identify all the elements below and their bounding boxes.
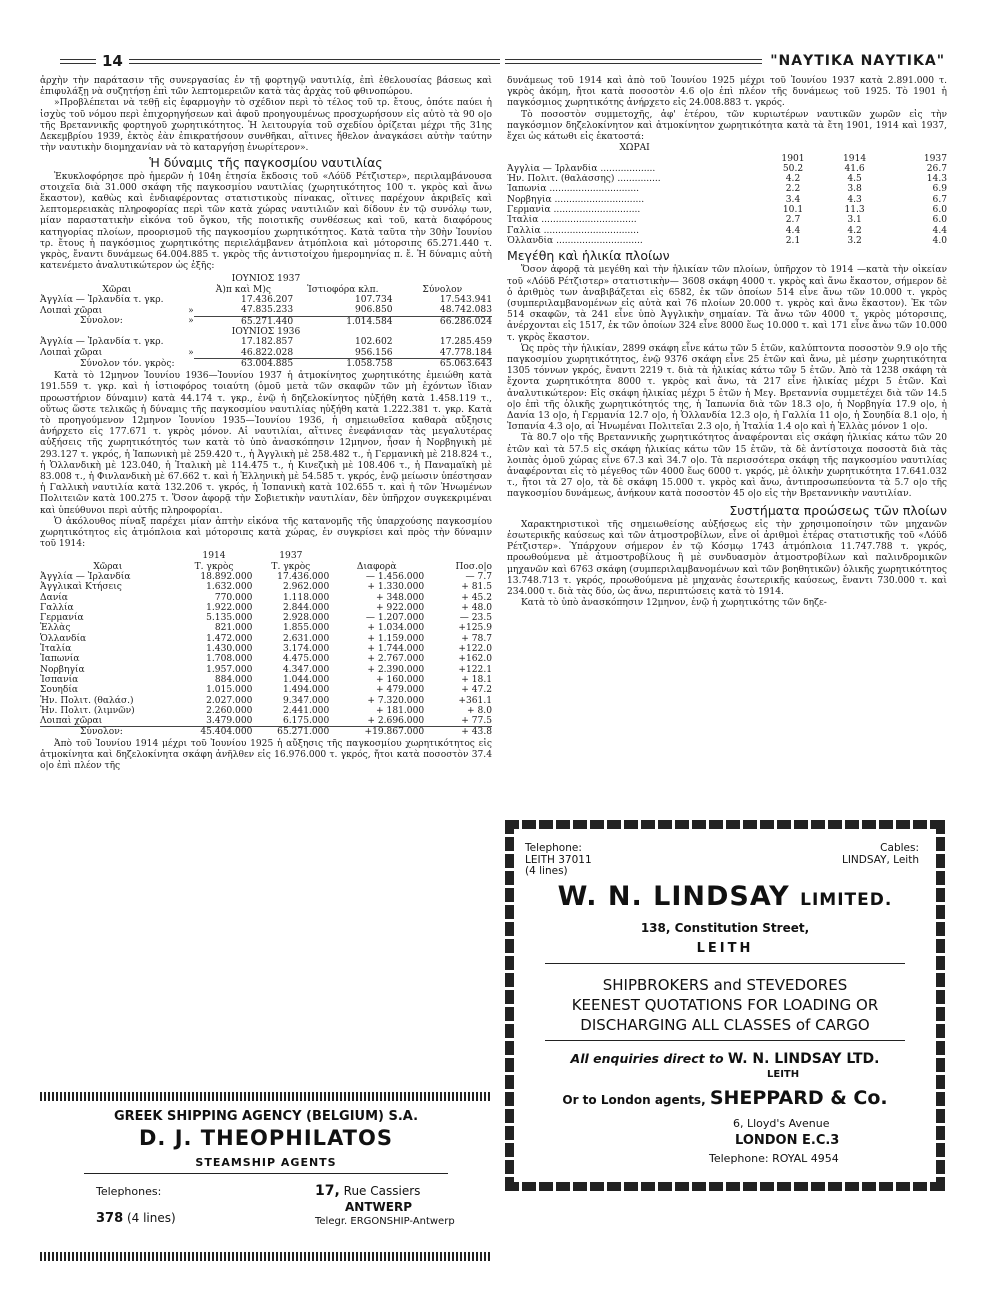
table-cell: 1.058.758 bbox=[346, 358, 393, 369]
table-cell: — 1.456.000 bbox=[365, 571, 425, 582]
table-cell: 770.000 bbox=[214, 592, 253, 603]
table-cell: 2.027.000 bbox=[206, 695, 253, 706]
ad-company-name bbox=[505, 881, 945, 912]
page-header-right bbox=[505, 52, 945, 70]
table-cell: 6.9 bbox=[932, 184, 947, 195]
table-cell: + 479.000 bbox=[376, 685, 425, 696]
table-cell: 1.430.000 bbox=[206, 644, 253, 655]
table-cell: + 2.696.000 bbox=[367, 716, 425, 727]
ad-address-street bbox=[315, 1183, 420, 1199]
column-header: Τ. γκρὸς bbox=[194, 561, 234, 572]
table-row bbox=[40, 316, 492, 327]
table-row bbox=[40, 613, 492, 623]
tel-number: LEITH 37011 bbox=[525, 853, 592, 866]
table-cell: 906.850 bbox=[293, 305, 392, 316]
paragraph: Τὸ ποσοστὸν συμμετοχῆς, ἀφ' ἑτέρου, τῶν κυριωτέρων ναυτικῶν χωρῶν εἰς τὴν παγκόσμιον δηζελοκίνητον καὶ ἀτμοκίνητον χωρητικότητα κατὰ τὰ ἔτη 1901, 1914 καὶ 1937, ἔχει ὡς κάτωθι εἰς ἑκατοστά: bbox=[507, 109, 947, 143]
header-rule bbox=[60, 59, 96, 64]
paragraph: Κατὰ τὸ ὑπὸ ἀνασκόπησιν 12μηνον, ἐνῷ ἡ χωρητικότης τῶν δηζε- bbox=[521, 598, 827, 609]
ad-company-line: GREEK SHIPPING AGENCY (BELGIUM) S.A. bbox=[113, 1109, 419, 1124]
table-cell: 3.2 bbox=[847, 235, 862, 246]
ad-border bbox=[505, 1182, 945, 1191]
enquiries-label: All enquiries direct to bbox=[570, 1051, 724, 1066]
table-cell: 4.0 bbox=[932, 235, 947, 246]
table-cell: 1.044.000 bbox=[282, 674, 330, 685]
table-cell: Ἰταλία ................................. bbox=[507, 215, 637, 226]
table-cell: Ἰταλία bbox=[40, 644, 72, 655]
column-header: Ἱστιοφόρα κλπ. bbox=[307, 284, 379, 295]
tel-number: 378 bbox=[96, 1211, 124, 1226]
ad-agent-city: LONDON E.C.3 bbox=[735, 1133, 840, 1148]
table-cell: 1.118.000 bbox=[282, 592, 330, 603]
table-cell: 4.2 bbox=[785, 174, 801, 185]
table-cell: 17.436.000 bbox=[277, 571, 330, 582]
table-cell: 3.1 bbox=[847, 215, 862, 226]
table-cell: Λοιπαὶ χῶραι bbox=[40, 305, 103, 316]
column-year: 1937 bbox=[923, 153, 947, 164]
table-cell: 3.4 bbox=[785, 194, 801, 205]
advertisement-lindsay bbox=[505, 829, 945, 1182]
table-cell: Ἡν. Πολιτ. (θαλάσ.) bbox=[40, 695, 134, 706]
ad-services-line: SHIPBROKERS and STEVEDORES bbox=[602, 976, 848, 994]
paragraph: Κατὰ τὸ 12μηνον Ἰουνίου 1936—Ἰουνίου 1937 ἡ ἀτμοκίνητος χωρητικότης ἐμειώθη κατὰ 191.559 τ. γκρ. καὶ ἡ ἱστιοφόρος τοιαύτη (ὁμοῦ μετὰ τῶν σκαφῶν τῶν μὴ ἐχόντων ἴδιαν προωστήριον δύναμιν) κατὰ 44.174 τ. γκρ., ἐνῷ ἡ δηζελοκίνητος ηὐξήθη κατὰ 1.458.119 τ., οὕτως ὥστε τελικῶς ἡ δύναμις τῆς παγκοσμίου ναυτιλίας ηὐξήθη κατὰ 1.222.381 τ. γκρ. Κατὰ τὸ προηγούμενον 12μηνον Ἰουνίου 1935—Ἰουνίου 1936, ἡ σημειωθεῖσα καθαρὰ αὔξησις ἀνήρχετο εἰς 177.671 τ. γκρὸς μόνον. Αἱ ναυτιλίαι, αἵτινες ἐνεφάνισαν τὰς μεγαλυτέρας αὐξήσεις τῆς χωρητικότητός των κατὰ τὸ ὑπὸ ἀνασκόπησιν 12μηνον, ἦσαν ἡ Νορβηγικὴ μὲ 293.127 τ. γκρός, ἡ Ἰαπωνικὴ μὲ 259.420 τ., ἡ Ἀγγλικὴ μὲ 258.482 τ., ἡ Γερμανικὴ μὲ 218.824 τ., ἡ Ὁλλανδικὴ μὲ 123.040, ἡ Ἰταλικὴ μὲ 114.475 τ., ἡ Κινεζικὴ μὲ 108.406 τ., ἡ Παναμαϊκὴ μὲ 83.008 τ., ἡ Φινλανδικὴ μὲ 67.662 τ. καὶ ἡ Ἑλληνικὴ μὲ 54.585 τ. γκρός, ἐνῷ μείωσιν ὑπέστησαν ἡ Γαλλικὴ ναυτιλία κατὰ 132.206 τ. γκρός, ἡ Ἰσπανικὴ κατὰ 102.655 τ. καὶ ἡ τῶν Ἡνωμένων Πολιτειῶν κατὰ 100.275 τ. Ὅσον ἀφορᾷ τὴν Σοβιετικὴν ναυτιλίαν, δὲν ὑπῆρχον συγκεκριμέναι καὶ ὑπεύθυνοι περὶ αὐτῆς πληροφορίαι. bbox=[40, 371, 492, 516]
table-row bbox=[40, 644, 492, 654]
table-cell: Ἰαπωνία bbox=[40, 654, 80, 665]
tel-lines: (4 lines) bbox=[126, 1211, 176, 1225]
paragraph: Χαρακτηριστικοὶ τῆς σημειωθείσης αὐξήσεως εἰς τὴν χρησιμοποίησιν τῶν μηχανῶν ἐσωτερικῆς καύσεως καὶ τῶν ἀτμοστροβίλων, εἶνε οἱ ἀριθμοὶ ἑτέρας στατιστικῆς τοῦ «Λόϋδ Ρέτζιστερ». Ὑπάρχουν σήμερον ἐν τῷ Κόσμῳ 1743 ἀτμόπλοια 11.747.788 τ. γκρός, προωθούμενα μὲ ἀτμοστροβίλους ἢ μὲ συνδυασμὸν ἀτμοστροβίλων καὶ παλινδρομικῶν μηχανῶν καὶ 6763 σκάφη (συμπεριλαμβανομένων καὶ τῶν βοηθητικῶν) ὁλικῆς χωρητικότητος 13.748.713 τ. γκρός, προωθούμενα μὲ μηχανὰς ἐσωτερικῆς καύσεως, ἔναντι 730.000 τ. καὶ 234.000 τ. διὰ τὰς δύο, ὡς ἄνω, περιπτώσεις κατὰ τὸ 1914. bbox=[507, 519, 947, 598]
table-cell: + 8.0 bbox=[467, 705, 492, 716]
table-cell: Ὁλλανδία .............................. bbox=[507, 235, 643, 246]
table-cell: 4.5 bbox=[847, 174, 862, 185]
tonnage-table-1937-1936 bbox=[40, 274, 492, 369]
company-name: W. N. LINDSAY bbox=[557, 881, 790, 912]
addr-number: 17, bbox=[315, 1183, 340, 1199]
table-cell: Ἀγγλία — Ἰρλανδία τ. γκρ. bbox=[40, 295, 164, 306]
table-cell: 2.7 bbox=[785, 215, 801, 226]
table-cell: 3.8 bbox=[847, 184, 862, 195]
table-row bbox=[40, 337, 492, 347]
section-heading: Ἡ δύναμις τῆς παγκοσμίου ναυτιλίας bbox=[149, 155, 383, 171]
cables-value: LINDSAY, Leith bbox=[841, 853, 919, 866]
table-cell: 2.844.000 bbox=[282, 602, 330, 613]
table-row bbox=[40, 716, 492, 727]
paragraph: Ὅσον ἀφορᾷ τὰ μεγέθη καὶ τὴν ἡλικίαν τῶν πλοίων, ὑπῆρχον τὸ 1914 —κατὰ τὴν οἰκείαν τοῦ «Λόϋδ Ρέτζιστερ» στατιστικὴν— 3608 σκάφη 4000 τ. γκρὸς καὶ ἄνω ἕκαστον, σήμερον δὲ ὁ ἀριθμὸς των ἀναβιβάζεται εἰς 6582, ἐκ τῶν ὁποίων 514 εἶνε ἄνω τῶν 10.000 τ. γκρὸς (συμπεριλαμβανομένων εἰς αὐτὰ καὶ 76 πλοίων 20.000 τ. γκρὸς καὶ ἄνω ἕκαστον). Ἐκ τῶν 514 σκαφῶν, τὰ 241 εἶνε ὑπὸ Ἀγγλικὴν σημαίαν. Τὰ ἄνω τῶν 4000 τ. γκρὸς μότορσιπς, ἀνέρχονται εἰς 1517, ἐκ τῶν ὁποίων 324 εἶνε 8000 ἕως 10.000 τ. καὶ 171 εἶνε ἄνω τῶν 10.000 τ. γκρὸς ἕκαστον. bbox=[507, 265, 947, 343]
table-cell: + 1.744.000 bbox=[367, 644, 425, 655]
table-row bbox=[507, 174, 947, 184]
section-heading: Συστήματα προώσεως τῶν πλοίων bbox=[729, 502, 947, 518]
addr-street: Rue Cassiers bbox=[343, 1184, 421, 1198]
table-cell: 48.742.083 bbox=[393, 305, 492, 316]
table-cell: Ἰσπανία bbox=[40, 674, 79, 685]
table-cell: Ὁλλανδία bbox=[40, 633, 87, 644]
table-cell: » bbox=[188, 316, 194, 327]
table-cell: 4.475.000 bbox=[282, 654, 330, 665]
paragraph: ἀρχὴν τὴν παράτασιν τῆς συνεργασίας ἐν τῇ φορτηγῷ ναυτιλίᾳ, ἐπὶ ἐθελουσίας βάσεως καὶ ἐπιφυλάξῃ νὰ συζητήσῃ ἐπὶ τῶν λεπτομερειῶν κατὰ τὰς ἀρχὰς τοῦ φθινοπώρου. bbox=[40, 76, 492, 98]
table-cell: 1.957.000 bbox=[206, 664, 253, 675]
table-cell: 1.708.000 bbox=[206, 654, 253, 665]
table-cell: 2.260.000 bbox=[206, 705, 253, 716]
table-row bbox=[507, 164, 947, 174]
journal-title: "ΝΑΥΤΙΚΑ ΝΑΥΤΙΚΑ" bbox=[770, 53, 945, 69]
ad-address-city: ANTWERP bbox=[345, 1200, 412, 1214]
table-cell: Ἀγγλικαὶ Κτήσεις bbox=[40, 582, 122, 593]
table-title: ΙΟΥΝΙΟΣ 1937 bbox=[231, 274, 301, 285]
table-cell: 17.543.941 bbox=[439, 295, 492, 306]
table-cell: Σύνολον τόν. γκρὸς: bbox=[80, 358, 175, 369]
table-cell: 63.004.885 bbox=[241, 358, 294, 369]
table-cell: Σύνολον: bbox=[80, 316, 123, 327]
table-cell: + 81.5 bbox=[461, 582, 492, 593]
ad-divider bbox=[545, 1040, 905, 1041]
table-cell: 47.835.233 bbox=[194, 305, 293, 316]
table-cell: 1.014.584 bbox=[346, 316, 393, 327]
table-cell: +122.1 bbox=[458, 664, 492, 675]
table-cell: 1.015.000 bbox=[206, 685, 253, 696]
table-cell: + 78.7 bbox=[461, 633, 492, 644]
table-cell: Ἡν. Πολιτ. (θαλάσσης) ............... bbox=[507, 174, 661, 185]
table-cell: 821.000 bbox=[214, 623, 253, 634]
ad-cables bbox=[842, 843, 919, 866]
table-row bbox=[507, 195, 947, 205]
ad-telephone-number bbox=[96, 1211, 176, 1226]
table-cell: 10.1 bbox=[782, 205, 804, 215]
table-row bbox=[40, 685, 492, 695]
table-row bbox=[40, 706, 492, 716]
paragraph: Ὡς πρὸς τὴν ἡλικίαν, 2899 σκάφη εἶνε κάτω τῶν 5 ἐτῶν, καλύπτοντα ποσοστὸν 9.9 ο|ο τῆς παγκοσμίου χωρητικότητος, ἐνῷ 9376 σκάφη εἶνε 25 ἐτῶν καὶ ἄνω, μὲ μέσην χωρητικότητα 1305 τόννων γκρός, ἔναντι 2219 τ. διὰ τὰ ἡλικίας κάτω τῶν 5 ἐτῶν. Ἀπὸ τὰ 1238 σκάφη τὰ ἔχοντα χωρητικότητα 8000 τ. γκρὸς καὶ ἄνω, τὰ 217 εἶνε ἡλικίας μέχρι 5 ἐτῶν. Καὶ ἀναλυτικώτερον: Εἰς σκάφη ἡλικίας μέχρι 5 ἐτῶν ἡ Μεγ. Βρεταννία συμμετέχει διὰ τῶν 14.5 ο|ο ἐπὶ τῆς ὁλικῆς χωρητικότητός της, ἡ Ἰαπωνία διὰ τῶν 18.3 ο|ο, ἡ Νορβηγία 17.9 ο|ο, ἡ Δανία 13 ο|ο, ἡ Γερμανία 12.7 ο|ο, ἡ Ὁλλανδία 12.3 ο|ο, ἡ Γαλλία 11 ο|ο, ἡ Σουηδία 8.1 ο|ο, ἡ Ἰσπανία 4.3 ο|ο, αἱ Ἡνωμέναι Πολιτεῖαι 2.3 ο|ο, ἡ Ἰταλία 1.4 ο|ο καὶ ἡ Ἑλλὰς μόνον 1 ο|ο. bbox=[507, 343, 947, 433]
ad-company-name: D. J. THEOPHILATOS bbox=[138, 1126, 393, 1150]
table-cell: 66.286.024 bbox=[439, 316, 492, 327]
table-row bbox=[40, 654, 492, 664]
ad-telephone bbox=[525, 843, 592, 878]
table-cell: 45.404.000 bbox=[176, 727, 253, 738]
column-header: Ἀ)π καὶ Μ)ς bbox=[215, 284, 271, 295]
table-row bbox=[507, 205, 947, 215]
table-cell: 17.436.207 bbox=[241, 295, 294, 306]
table-cell: + 1.159.000 bbox=[367, 633, 425, 644]
table-row bbox=[507, 215, 947, 225]
ad-telegraph: Telegr. ERGONSHIP-Antwerp bbox=[315, 1216, 455, 1227]
table-cell: 4.4 bbox=[785, 225, 801, 236]
table-row bbox=[40, 603, 492, 613]
table-cell: » bbox=[188, 305, 194, 316]
ad-services-line: DISCHARGING ALL CLASSES of CARGO bbox=[580, 1016, 870, 1034]
table-body bbox=[40, 572, 492, 727]
column-header: Σύνολον bbox=[422, 284, 463, 295]
header-rule bbox=[129, 59, 500, 64]
table-row bbox=[507, 184, 947, 194]
table-cell: Σουηδία bbox=[40, 685, 79, 696]
table-cell: 65.271.000 bbox=[252, 727, 329, 738]
table-cell: +19.867.000 bbox=[329, 727, 424, 738]
table-total-row bbox=[40, 727, 492, 738]
table-cell: + 160.000 bbox=[376, 674, 425, 685]
advertisement-greek-shipping-agency bbox=[40, 1101, 492, 1252]
ad-agent-telephone: Telephone: ROYAL 4954 bbox=[709, 1152, 839, 1165]
table-cell: 1.494.000 bbox=[282, 685, 330, 696]
table-row bbox=[40, 623, 492, 633]
table-cell: + 45.2 bbox=[461, 592, 492, 603]
table-row bbox=[40, 358, 492, 369]
table-cell: 17.285.459 bbox=[439, 337, 492, 348]
table-cell: Λοιπαὶ χῶραι bbox=[40, 347, 103, 358]
table-cell: Νορβηγία ............................... bbox=[507, 194, 645, 205]
table-cell: 5.135.000 bbox=[206, 613, 253, 624]
table-cell: 1.922.000 bbox=[206, 602, 253, 613]
table-cell: Ἑλλὰς bbox=[40, 623, 71, 634]
ad-divider bbox=[84, 1173, 448, 1174]
table-row bbox=[40, 572, 492, 582]
table-cell: 26.7 bbox=[926, 163, 947, 174]
table-cell: Ἀγγλία — Ἰρλανδία bbox=[40, 571, 131, 582]
page-header-left bbox=[60, 52, 500, 70]
table-cell: Λοιπαὶ χῶραι bbox=[40, 716, 103, 727]
ad-border bbox=[40, 1092, 492, 1101]
table-cell: 6.175.000 bbox=[282, 716, 330, 727]
ad-services-line: KEENEST QUOTATIONS FOR LOADING OR bbox=[571, 996, 879, 1014]
table-cell: — 1.207.000 bbox=[365, 613, 425, 624]
table-row bbox=[507, 226, 947, 236]
ad-border bbox=[40, 1252, 492, 1261]
agents-name: SHEPPARD & Co. bbox=[709, 1087, 888, 1109]
paragraph: Ἐκυκλοφόρησε πρὸ ἡμερῶν ἡ 104η ἐτησία ἔκδοσις τοῦ «Λόϋδ Ρέτζιστερ», περιλαμβάνουσα στοιχεῖα διὰ 31.000 σκάφη τῆς παγκοσμίου ναυτιλίας (χωρητικότητος 100 τ. γκρὸς καὶ ἄνω ἕκαστον), καθὼς καὶ ἐνδιαφέροντας στατιστικοὺς πίνακας, οἵτινες παρέχουν ἀκριβεῖς καὶ λεπτομερειακὰς πληροφορίας περὶ τῶν κατὰ χώρας ναυτιλιῶν καὶ δίδουν ἐν τῷ συνόλῳ των, μίαν παραστατικὴν εἰκόνα τοῦ ὄγκου, τῆς ποιοτικῆς συνθέσεως καὶ τοῦ, κατὰ διαφόρους κατηγορίας πλοίων, προορισμοῦ τῆς παγκοσμίου χωρητικότητος. Κατὰ ταῦτα τὴν 30ὴν Ἰουνίου τρ. ἔτους ἡ παγκόσμιος χωρητικότης περιελάμβανεν ἀτμόπλοια καὶ μότορσιπς 65.271.440 τ. γκρὸς, ἔναντι δυνάμεως 64.004.885 τ. γκρὸς τῆς ἀντιστοίχου ἡμερομηνίας π. ἔ. Ἡ δύναμις αὐτὴ κατενέμετο ἀναλυτικώτερον ὡς ἑξῆς: bbox=[40, 171, 492, 272]
page-number: 14 bbox=[102, 52, 123, 70]
table-row bbox=[40, 634, 492, 644]
table-cell: 6.0 bbox=[932, 215, 947, 226]
table-cell: + 48.0 bbox=[461, 602, 492, 613]
table-cell: + 77.5 bbox=[461, 716, 492, 727]
column-year: 1914 bbox=[202, 551, 226, 562]
table-row bbox=[40, 675, 492, 685]
table-cell: Γερμανία .............................. bbox=[507, 205, 641, 215]
table-cell: Ἰαπωνία ............................... bbox=[507, 184, 640, 195]
table-row bbox=[40, 696, 492, 706]
table-cell: 102.602 bbox=[354, 337, 393, 348]
paragraph: Ὁ ἀκόλουθος πίναξ παρέχει μίαν ἀπτὴν εἰκόνα τῆς κατανομῆς τῆς ὑπαρχούσης παγκοσμίου χωρητικότητος εἰς ἀτμόπλοια καὶ μότορσιπς κατὰ χώρας, ἐν συγκρίσει καὶ πρὸς τὴν δύναμιν τοῦ 1914: bbox=[40, 516, 492, 550]
cables-label: Cables: bbox=[880, 842, 919, 854]
table-cell: + 18.1 bbox=[461, 674, 492, 685]
table-cell: 6.7 bbox=[932, 194, 947, 205]
company-suffix: LIMITED. bbox=[800, 890, 893, 910]
table-row bbox=[40, 593, 492, 603]
table-cell: 2.928.000 bbox=[282, 613, 330, 624]
table-cell: + 1.034.000 bbox=[367, 623, 425, 634]
left-column bbox=[40, 76, 492, 772]
table-cell: Ἀγγλία — Ἰρλανδία ................... bbox=[507, 163, 656, 174]
table-cell: Γαλλία ................................. bbox=[507, 225, 639, 236]
table-cell: Δανία bbox=[40, 592, 68, 603]
table-title: ΧΩΡΑΙ bbox=[619, 143, 650, 154]
table-cell: 2.1 bbox=[785, 235, 801, 246]
ad-agent-address: 6, Lloyd's Avenue bbox=[733, 1117, 830, 1130]
tonnage-by-country-table bbox=[40, 551, 492, 737]
table-row bbox=[40, 582, 492, 592]
table-cell: + 181.000 bbox=[376, 705, 425, 716]
table-cell: 1.855.000 bbox=[282, 623, 330, 634]
table-row bbox=[40, 665, 492, 675]
paragraph: »Προβλέπεται νὰ τεθῇ εἰς ἐφαρμογὴν τὸ σχέδιον περὶ τὸ τέλος τοῦ τρ. ἔτους, ὁπότε παύει ἡ ἰσχὺς τοῦ νόμου περὶ ἐπιχορηγήσεων καὶ ἀφοῦ προηγουμένως προσχωρήσουν εἰς αὐτὸ τὰ 90 ο|ο τῆς Βρεταννικῆς φορτηγοῦ χωρητικότητος. Ἡ λειτουργία τοῦ σχεδίου ὁρίζεται μέχρι τῆς 31ης Δεκεμβρίου 1939, ἐκτὸς ἐὰν ἐπικρατήσουν συνθῆκαι, αἵτινες ἤθελον ἀναγκάσει αὐτὴν ταύτην τὴν ναυτικὴν διομηχανίαν νὰ τὸ καταργήσῃ ἐνωρίτερον». bbox=[40, 98, 492, 154]
table-row bbox=[40, 305, 492, 316]
ad-city: LEITH bbox=[696, 941, 754, 956]
table-cell: 65.063.643 bbox=[439, 358, 492, 369]
table-body bbox=[507, 164, 947, 246]
ad-subtitle: STEAMSHIP AGENTS bbox=[195, 1156, 337, 1169]
section-heading: Μεγέθη καὶ ἡλικία πλοίων bbox=[507, 248, 670, 264]
table-cell: 18.892.000 bbox=[200, 571, 253, 582]
table-cell: 6.0 bbox=[932, 205, 947, 215]
table-cell: + 1.330.000 bbox=[367, 582, 425, 593]
column-header: Χῶραι bbox=[93, 561, 123, 572]
table-cell: Ἀγγλία — Ἰρλανδία τ. γκρ. bbox=[40, 337, 164, 348]
agents-label: Or to London agents, bbox=[562, 1093, 706, 1107]
table-cell: Νορβηγία bbox=[40, 664, 85, 675]
table-cell: 4.2 bbox=[847, 225, 862, 236]
table-cell: + 43.8 bbox=[424, 727, 492, 738]
right-column bbox=[507, 76, 947, 609]
column-header: Τ. γκρὸς bbox=[271, 561, 311, 572]
table-cell: 1.472.000 bbox=[206, 633, 253, 644]
table-title: ΙΟΥΝΙΟΣ 1936 bbox=[231, 326, 301, 337]
column-header: Ποσ.ο|ο bbox=[455, 561, 492, 572]
table-cell: 11.3 bbox=[844, 205, 865, 215]
column-header: Διαφορὰ bbox=[356, 561, 397, 572]
enquiries-name: W. N. LINDSAY LTD. bbox=[727, 1051, 880, 1067]
ad-divider bbox=[545, 963, 905, 964]
table-cell: 14.3 bbox=[926, 174, 947, 185]
table-cell: 4.4 bbox=[932, 225, 947, 236]
table-cell: Γαλλία bbox=[40, 602, 74, 613]
table-cell: 47.778.184 bbox=[393, 348, 492, 359]
table-cell: Σύνολον: bbox=[40, 727, 176, 738]
table-cell: + 2.390.000 bbox=[367, 664, 425, 675]
table-cell: +361.1 bbox=[458, 695, 492, 706]
tel-label: Telephone: bbox=[525, 842, 582, 854]
table-cell: 3.479.000 bbox=[206, 716, 253, 727]
table-cell: 41.6 bbox=[844, 163, 865, 174]
table-cell: + 2.767.000 bbox=[367, 654, 425, 665]
table-cell: +125.9 bbox=[458, 623, 492, 634]
ad-border bbox=[505, 820, 945, 829]
table-row bbox=[40, 348, 492, 359]
column-year: 1901 bbox=[781, 153, 805, 164]
table-cell: 2.631.000 bbox=[282, 633, 330, 644]
table-cell: 46.822.028 bbox=[194, 348, 293, 359]
table-cell: 1.632.000 bbox=[206, 582, 253, 593]
column-year: 1937 bbox=[279, 551, 303, 562]
table-cell: 3.174.000 bbox=[282, 644, 330, 655]
table-cell: 4.3 bbox=[847, 194, 862, 205]
table-cell: +162.0 bbox=[458, 654, 492, 665]
ad-telephone-label: Telephones: bbox=[96, 1185, 162, 1198]
table-cell: Ἡν. Πολιτ. (λιμνῶν) bbox=[40, 705, 135, 716]
table-cell: + 7.320.000 bbox=[367, 695, 425, 706]
table-cell: 17.182.857 bbox=[241, 337, 294, 348]
table-cell: + 47.2 bbox=[461, 685, 492, 696]
table-cell: 2.441.000 bbox=[282, 705, 330, 716]
table-cell: 956.156 bbox=[293, 348, 392, 359]
table-cell: +122.0 bbox=[458, 644, 492, 655]
header-rule bbox=[505, 59, 762, 64]
ad-enquiries-city: LEITH bbox=[767, 1069, 800, 1080]
table-cell: 50.2 bbox=[782, 163, 804, 174]
ad-street: 138, Constitution Street, bbox=[640, 921, 810, 935]
ad-london-agents bbox=[505, 1087, 945, 1109]
paragraph: δυνάμεως τοῦ 1914 καὶ ἀπὸ τοῦ Ἰουνίου 1925 μέχρι τοῦ Ἰουνίου 1937 κατὰ 2.891.000 τ. γκρὸς ἀκόμη, ἤτοι κατὰ ποσοστὸν 4.6 ο|ο ἐπὶ πλέον τῆς δυνάμεως τοῦ 1925. Τὸ 1901 ἡ παγκόσμιος χωρητικότης ἀνήρχετο εἰς 24.008.883 τ. γκρός. bbox=[507, 76, 947, 109]
table-cell: — 7.7 bbox=[465, 571, 492, 582]
column-header: Χῶραι bbox=[102, 284, 132, 295]
tel-lines: (4 lines) bbox=[525, 865, 568, 877]
table-cell: — 23.5 bbox=[459, 613, 492, 624]
table-row bbox=[40, 295, 492, 305]
table-cell: 4.347.000 bbox=[282, 664, 330, 675]
table-row bbox=[507, 236, 947, 246]
table-cell: 9.347.000 bbox=[282, 695, 330, 706]
table-cell: 2.2 bbox=[785, 184, 801, 195]
ad-enquiries bbox=[505, 1051, 945, 1067]
paragraph: Ἀπὸ τοῦ Ἰουνίου 1914 μέχρι τοῦ Ἰουνίου 1925 ἡ αὔξησις τῆς παγκοσμίου χωρητικότητος εἰς ἀτμοκίνητα καὶ δηζελοκίνητα σκάφη ἀνῆλθεν εἰς 16.976.000 τ. γκρός, ἤτοι κατὰ ποσοστὸν 37.4 ο|ο ἐπὶ πλέον τῆς bbox=[40, 738, 492, 772]
paragraph: Τὰ 80.7 ο|ο τῆς Βρεταννικῆς χωρητικότητος ἀναφέρονται εἰς σκάφη ἡλικίας κάτω τῶν 20 ἐτῶν καὶ τὰ 57.5 εἰς σκάφη ἡλικίας κάτω τῶν 15 ἐτῶν, τὰ δὲ ἀντίστοιχα ποσοστὰ διὰ τὰς λοιπὰς ὁμοῦ χώρας εἶνε 67.3 καὶ 34.7 ο|ο. Τὰ περισσότερα σκάφη τῆς παγκοσμίου ναυτιλίας ἀναφέρονται εἰς τὸ μέγεθος τῶν 4000 ἕως 6000 τ. γκρός, μὲ ὁλικὴν χωρητικότητα 17.641.032 τ., ἤτοι τὰ 27 ο|ο, τὰ δὲ σκάφη 15.000 τ. γκρὸς καὶ ἄνω, ἀντιπροσωπεύοντα τὰ 5.7 ο|ο τῆς παγκοσμίου δυνάμεως, ἀνήκουν κατὰ ποσοστὸν 45 ο|ο εἰς τὴν Βρεταννικὴν ναυτιλίαν. bbox=[507, 433, 947, 500]
table-cell: + 922.000 bbox=[376, 602, 425, 613]
table-cell: 2.962.000 bbox=[282, 582, 330, 593]
column-year: 1914 bbox=[843, 153, 867, 164]
table-cell: 65.271.440 bbox=[241, 316, 294, 327]
table-cell: » bbox=[188, 347, 194, 358]
table-cell: 884.000 bbox=[214, 674, 253, 685]
table-cell: Γερμανία bbox=[40, 613, 84, 624]
table-cell: + 348.000 bbox=[376, 592, 425, 603]
share-percentage-table bbox=[507, 143, 947, 246]
table-cell: 107.734 bbox=[354, 295, 393, 306]
